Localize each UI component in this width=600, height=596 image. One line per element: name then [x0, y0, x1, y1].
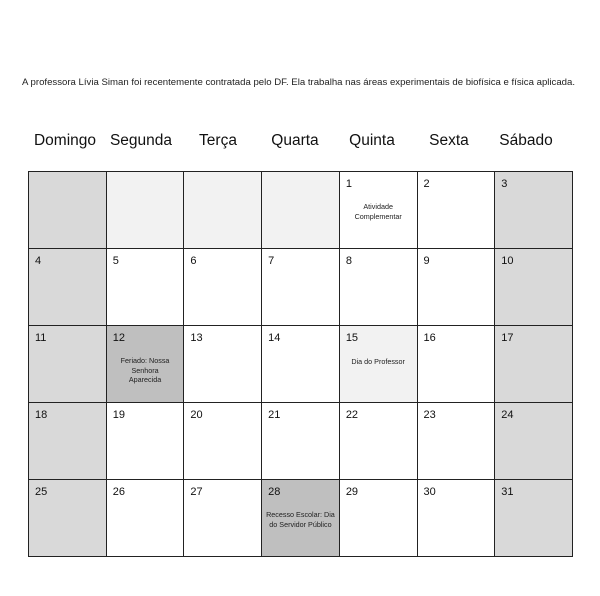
day-number: 1: [345, 178, 352, 190]
calendar-day-25: [29, 480, 107, 557]
calendar-day-31: [495, 480, 573, 557]
day-number: 12: [112, 332, 125, 344]
day-event-note: Recesso Escolar: Dia do Servidor Público: [266, 510, 335, 529]
calendar-week-row: [29, 403, 573, 480]
day-number: 3: [501, 178, 508, 190]
day-number: 28: [268, 486, 281, 498]
day-number: 27: [190, 486, 203, 498]
calendar-day-12: [106, 326, 184, 403]
calendar-day-4: [29, 249, 107, 326]
calendar-day-11: [29, 326, 107, 403]
calendar-week-row: [29, 480, 573, 557]
calendar-grid: [28, 171, 573, 557]
day-number: 6: [190, 255, 197, 267]
calendar-empty-cell: [262, 172, 340, 249]
day-number: 4: [35, 255, 42, 267]
day-number: 31: [501, 486, 514, 498]
day-number: 17: [501, 332, 514, 344]
day-number: 11: [35, 332, 47, 344]
day-number: 23: [423, 409, 436, 421]
day-number: 7: [268, 255, 275, 267]
calendar-day-7: [262, 249, 340, 326]
day-number: 29: [345, 486, 359, 498]
weekday-quinta: Quinta: [349, 132, 395, 149]
calendar-day-6: [184, 249, 262, 326]
day-number: 21: [268, 409, 281, 421]
calendar-day-5: [106, 249, 184, 326]
calendar-day-21: [262, 403, 340, 480]
day-number: 15: [345, 332, 359, 344]
calendar-day-27: [184, 480, 262, 557]
calendar-week-row: [29, 326, 573, 403]
calendar-day-22: [339, 403, 417, 480]
calendar-day-19: [106, 403, 184, 480]
calendar-empty-cell: [184, 172, 262, 249]
day-number: 18: [35, 409, 48, 421]
calendar-week-row: [29, 249, 573, 326]
calendar-day-2: [417, 172, 495, 249]
calendar-day-17: [495, 326, 573, 403]
calendar-day-28: [262, 480, 340, 557]
calendar-day-13: [184, 326, 262, 403]
day-number: 24: [501, 409, 514, 421]
calendar-day-26: [106, 480, 184, 557]
calendar-day-23: [417, 403, 495, 480]
weekday-sabado: Sábado: [499, 132, 553, 149]
calendar-day-8: [339, 249, 417, 326]
day-number: 19: [112, 409, 125, 421]
calendar-day-15: [339, 326, 417, 403]
calendar-day-29: [339, 480, 417, 557]
weekday-quarta: Quarta: [271, 132, 319, 149]
day-number: 26: [112, 486, 125, 498]
calendar-day-10: [495, 249, 573, 326]
calendar-day-9: [417, 249, 495, 326]
day-number: 25: [35, 486, 48, 498]
calendar-empty-cell: [29, 172, 107, 249]
day-number: 14: [268, 332, 281, 344]
weekday-sexta: Sexta: [429, 132, 469, 149]
calendar-day-30: [417, 480, 495, 557]
intro-paragraph: A professora Lívia Siman foi recentemente contratada pelo DF. Ela trabalha nas áreas experimentais de biofísica e física aplicada.: [22, 76, 576, 88]
calendar-day-24: [495, 403, 573, 480]
weekday-domingo: Domingo: [33, 132, 97, 149]
weekday-header-row: [28, 132, 573, 154]
day-number: 13: [190, 332, 203, 344]
day-number: 20: [190, 409, 203, 421]
calendar-day-1: [339, 172, 417, 249]
day-event-note: Dia do Professor: [351, 357, 405, 366]
calendar-day-14: [262, 326, 340, 403]
calendar-day-20: [184, 403, 262, 480]
calendar-week-row: [29, 172, 573, 249]
calendar-empty-cell: [106, 172, 184, 249]
day-number: 10: [501, 255, 514, 267]
day-number: 9: [423, 255, 430, 267]
day-event-note: Feriado: Nossa Senhora Aparecida: [120, 356, 170, 384]
day-number: 30: [423, 486, 436, 498]
day-number: 5: [112, 255, 119, 267]
day-number: 2: [423, 178, 430, 190]
calendar-day-18: [29, 403, 107, 480]
weekday-segunda: Segunda: [109, 132, 173, 149]
weekday-terca: Terça: [199, 132, 237, 149]
calendar-day-16: [417, 326, 495, 403]
calendar-day-3: [495, 172, 573, 249]
day-number: 16: [423, 332, 436, 344]
day-number: 22: [345, 409, 359, 421]
day-event-note: Atividade Complementar: [354, 202, 402, 221]
day-number: 8: [345, 255, 352, 267]
